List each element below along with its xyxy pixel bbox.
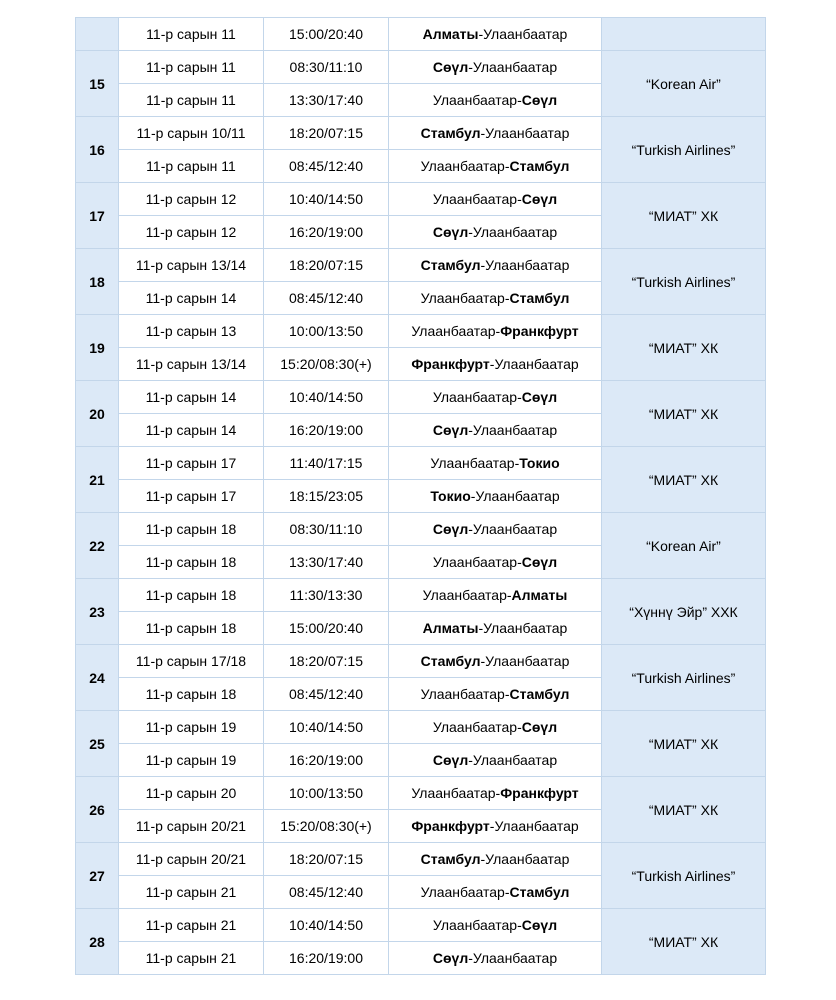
flight-date-cell: 11-р сарын 10/11 [119,117,264,150]
flight-time-cell: 08:45/12:40 [264,282,389,315]
flight-date-cell: 11-р сарын 17 [119,447,264,480]
route-city: Улаанбаатар- [432,92,522,108]
route-city: Улаанбаатар- [432,191,522,207]
route-city-bold: Стамбул [420,125,481,141]
flight-number-cell: 15 [76,51,119,117]
airline-cell: “Turkish Airlines” [602,843,766,909]
route-city: -Улаанбаатар [468,224,558,240]
flight-time-cell: 16:20/19:00 [264,942,389,975]
flight-date-cell: 11-р сарын 21 [119,909,264,942]
route-city-bold: Стамбул [420,851,481,867]
flight-time-cell: 08:30/11:10 [264,51,389,84]
flight-time-cell: 10:40/14:50 [264,381,389,414]
route-city: -Улаанбаатар [468,950,558,966]
flight-time-cell: 15:20/08:30(+) [264,810,389,843]
route-city-bold: Сөүл [432,752,469,768]
table-row [76,843,766,876]
flight-route-cell [389,84,602,117]
flight-route-cell [389,513,602,546]
route-city: -Улаанбаатар [468,422,558,438]
flight-date-cell: 11-р сарын 20/21 [119,810,264,843]
flight-route-cell [389,117,602,150]
flight-date-cell: 11-р сарын 11 [119,51,264,84]
airline-cell: “Turkish Airlines” [602,249,766,315]
route-city: Улаанбаатар- [432,917,522,933]
airline-cell: “Turkish Airlines” [602,645,766,711]
table-row [76,909,766,942]
route-city-bold: Сөүл [521,191,558,207]
route-city-bold: Франкфурт [411,356,490,372]
flight-number-cell: 22 [76,513,119,579]
flight-route-cell [389,150,602,183]
flight-date-cell: 11-р сарын 18 [119,513,264,546]
route-city: Улаанбаатар- [432,389,522,405]
flight-number-cell: 18 [76,249,119,315]
table-row [76,513,766,546]
airline-cell: “МИАТ” ХК [602,315,766,381]
flight-date-cell: 11-р сарын 14 [119,414,264,447]
flight-route-cell [389,447,602,480]
route-city-bold: Сөүл [432,59,469,75]
flight-number-cell: 16 [76,117,119,183]
route-city: Улаанбаатар- [411,785,501,801]
flight-route-cell [389,909,602,942]
flight-route-cell [389,546,602,579]
route-city-bold: Токио [519,455,560,471]
flight-date-cell: 11-р сарын 21 [119,876,264,909]
flight-date-cell: 11-р сарын 18 [119,579,264,612]
table-row [76,51,766,84]
table-row [76,117,766,150]
flight-time-cell: 15:00/20:40 [264,612,389,645]
table-row [76,315,766,348]
route-city-bold: Стамбул [509,884,570,900]
flight-time-cell: 16:20/19:00 [264,414,389,447]
airline-cell: “Korean Air” [602,51,766,117]
flight-route-cell [389,315,602,348]
route-city: Улаанбаатар- [420,686,510,702]
flight-number-cell: 27 [76,843,119,909]
route-city-bold: Сөүл [521,554,558,570]
flight-date-cell: 11-р сарын 20/21 [119,843,264,876]
route-city-bold: Сөүл [432,224,469,240]
flight-date-cell: 11-р сарын 20 [119,777,264,810]
flight-time-cell: 16:20/19:00 [264,216,389,249]
flight-time-cell: 18:20/07:15 [264,843,389,876]
route-city-bold: Стамбул [509,158,570,174]
flight-time-cell: 10:40/14:50 [264,711,389,744]
flight-route-cell [389,216,602,249]
route-city: -Улаанбаатар [480,257,570,273]
flight-number-cell: 17 [76,183,119,249]
flight-time-cell: 13:30/17:40 [264,546,389,579]
flight-time-cell: 18:20/07:15 [264,249,389,282]
flight-date-cell: 11-р сарын 21 [119,942,264,975]
flight-route-cell [389,810,602,843]
route-city-bold: Сөүл [521,917,558,933]
flight-date-cell: 11-р сарын 19 [119,711,264,744]
airline-cell: “МИАТ” ХК [602,183,766,249]
route-city: -Улаанбаатар [480,653,570,669]
route-city: -Улаанбаатар [468,59,558,75]
route-city-bold: Сөүл [432,521,469,537]
route-city-bold: Стамбул [509,686,570,702]
airline-cell: “МИАТ” ХК [602,711,766,777]
flight-number-cell: 20 [76,381,119,447]
flight-number-cell [76,18,119,51]
flight-date-cell: 11-р сарын 12 [119,183,264,216]
flight-route-cell [389,18,602,51]
airline-cell: “МИАТ” ХК [602,381,766,447]
flight-number-cell: 25 [76,711,119,777]
flight-date-cell: 11-р сарын 18 [119,612,264,645]
flight-route-cell [389,777,602,810]
table-row [76,777,766,810]
flight-number-cell: 19 [76,315,119,381]
route-city: Улаанбаатар- [432,554,522,570]
flight-time-cell: 08:45/12:40 [264,150,389,183]
flight-date-cell: 11-р сарын 11 [119,18,264,51]
flight-route-cell [389,876,602,909]
flight-date-cell: 11-р сарын 13 [119,315,264,348]
route-city-bold: Сөүл [432,950,469,966]
route-city: -Улаанбаатар [470,488,560,504]
flight-time-cell: 15:20/08:30(+) [264,348,389,381]
route-city: -Улаанбаатар [480,125,570,141]
flight-route-cell [389,51,602,84]
route-city: Улаанбаатар- [422,587,512,603]
route-city-bold: Франкфурт [500,785,579,801]
route-city: -Улаанбаатар [480,851,570,867]
route-city: Улаанбаатар- [420,290,510,306]
flight-time-cell: 08:45/12:40 [264,678,389,711]
route-city-bold: Стамбул [509,290,570,306]
flight-date-cell: 11-р сарын 18 [119,546,264,579]
route-city: -Улаанбаатар [468,521,558,537]
table-row [76,711,766,744]
flight-number-cell: 23 [76,579,119,645]
flight-time-cell: 16:20/19:00 [264,744,389,777]
flight-date-cell: 11-р сарын 19 [119,744,264,777]
route-city-bold: Франкфурт [411,818,490,834]
route-city-bold: Алматы [422,26,479,42]
airline-cell: “МИАТ” ХК [602,777,766,843]
route-city: Улаанбаатар- [420,158,510,174]
flight-route-cell [389,249,602,282]
flight-time-cell: 08:45/12:40 [264,876,389,909]
flight-route-cell [389,711,602,744]
route-city-bold: Токио [430,488,471,504]
flight-route-cell [389,480,602,513]
flight-route-cell [389,348,602,381]
flight-date-cell: 11-р сарын 12 [119,216,264,249]
airline-cell: “Turkish Airlines” [602,117,766,183]
flight-route-cell [389,579,602,612]
route-city-bold: Стамбул [420,257,481,273]
flight-route-cell [389,843,602,876]
route-city-bold: Алматы [422,620,479,636]
flight-number-cell: 26 [76,777,119,843]
flight-route-cell [389,414,602,447]
flight-route-cell [389,645,602,678]
flight-number-cell: 28 [76,909,119,975]
route-city: Улаанбаатар- [420,884,510,900]
route-city-bold: Сөүл [521,92,558,108]
flight-number-cell: 21 [76,447,119,513]
flight-route-cell [389,678,602,711]
flight-date-cell: 11-р сарын 17/18 [119,645,264,678]
route-city: -Улаанбаатар [468,752,558,768]
flight-route-cell [389,942,602,975]
route-city-bold: Сөүл [432,422,469,438]
flight-number-cell: 24 [76,645,119,711]
flight-route-cell [389,744,602,777]
table-row [76,183,766,216]
route-city-bold: Алматы [511,587,568,603]
flight-date-cell: 11-р сарын 13/14 [119,348,264,381]
table-row [76,249,766,282]
route-city: Улаанбаатар- [432,719,522,735]
airline-cell [602,18,766,51]
flight-time-cell: 11:40/17:15 [264,447,389,480]
route-city: -Улаанбаатар [478,620,568,636]
flight-time-cell: 08:30/11:10 [264,513,389,546]
route-city: Улаанбаатар- [411,323,501,339]
airline-cell: “МИАТ” ХК [602,447,766,513]
route-city: Улаанбаатар- [430,455,520,471]
flight-time-cell: 15:00/20:40 [264,18,389,51]
table-row [76,18,766,51]
flight-date-cell: 11-р сарын 17 [119,480,264,513]
flight-time-cell: 10:00/13:50 [264,777,389,810]
flight-route-cell [389,612,602,645]
flight-date-cell: 11-р сарын 14 [119,282,264,315]
flight-time-cell: 10:40/14:50 [264,183,389,216]
flight-route-cell [389,282,602,315]
airline-cell: “Хүннү Эйр” ХХК [602,579,766,645]
flight-route-cell [389,183,602,216]
flight-time-cell: 10:40/14:50 [264,909,389,942]
flight-time-cell: 11:30/13:30 [264,579,389,612]
route-city-bold: Сөүл [521,389,558,405]
flight-date-cell: 11-р сарын 11 [119,84,264,117]
flight-time-cell: 10:00/13:50 [264,315,389,348]
flight-date-cell: 11-р сарын 14 [119,381,264,414]
route-city-bold: Франкфурт [500,323,579,339]
airline-cell: “Korean Air” [602,513,766,579]
table-row [76,579,766,612]
route-city-bold: Сөүл [521,719,558,735]
table-row [76,381,766,414]
route-city-bold: Стамбул [420,653,481,669]
route-city: -Улаанбаатар [478,26,568,42]
flight-time-cell: 18:20/07:15 [264,645,389,678]
route-city: -Улаанбаатар [489,356,579,372]
airline-cell: “МИАТ” ХК [602,909,766,975]
table-row [76,645,766,678]
table-row [76,447,766,480]
flight-route-cell [389,381,602,414]
flight-date-cell: 11-р сарын 13/14 [119,249,264,282]
flight-schedule-table [75,17,766,975]
route-city: -Улаанбаатар [489,818,579,834]
flight-time-cell: 13:30/17:40 [264,84,389,117]
flight-time-cell: 18:20/07:15 [264,117,389,150]
flight-date-cell: 11-р сарын 11 [119,150,264,183]
flight-date-cell: 11-р сарын 18 [119,678,264,711]
flight-schedule-body [76,18,766,975]
flight-time-cell: 18:15/23:05 [264,480,389,513]
